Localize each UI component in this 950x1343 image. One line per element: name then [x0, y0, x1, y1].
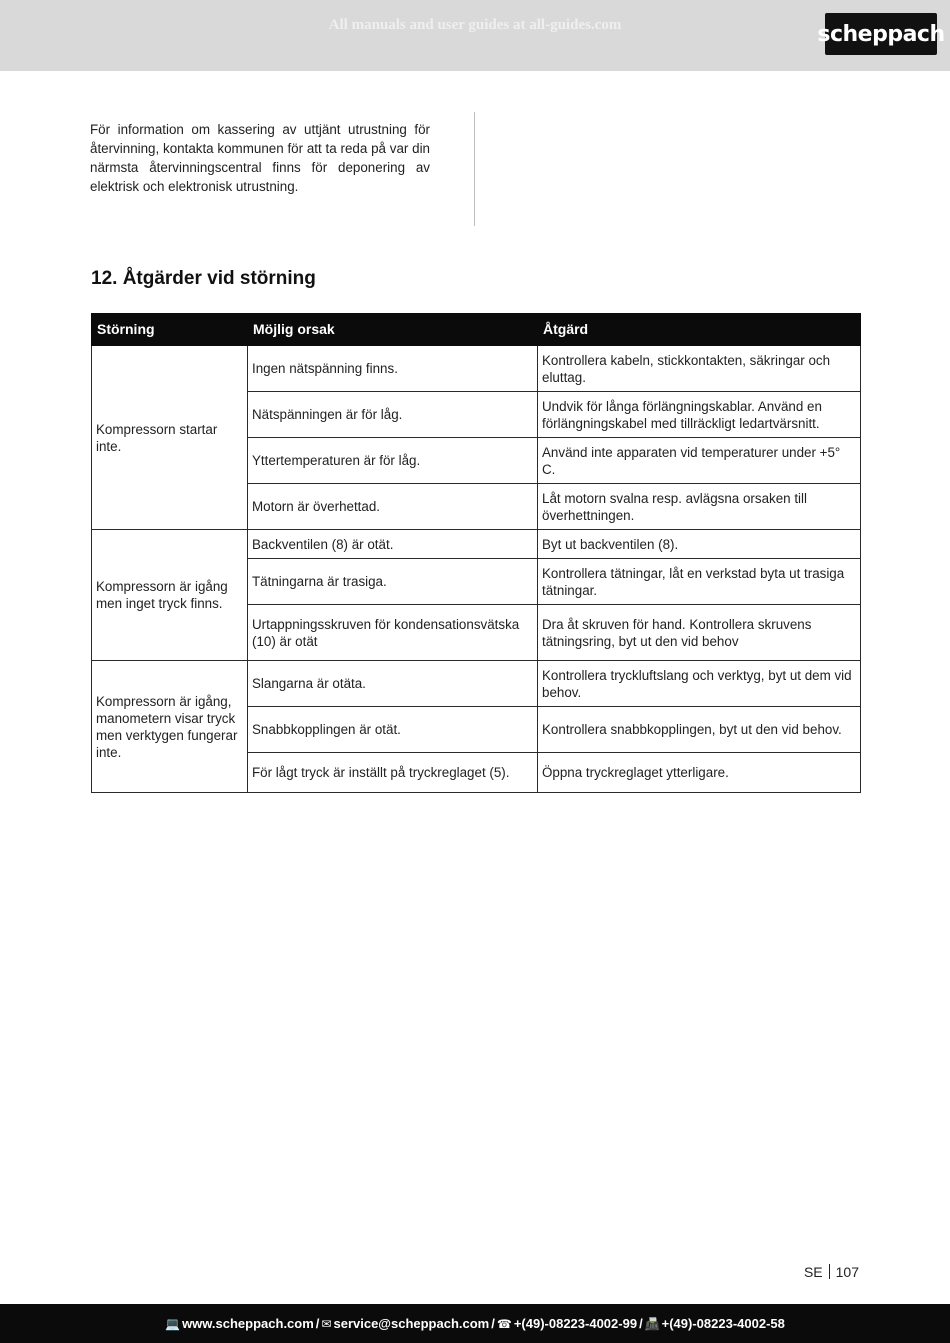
cause-cell: Snabbkopplingen är otät. [248, 707, 538, 753]
section-title: 12. Åtgärder vid störning [91, 268, 316, 289]
phone-number: +(49)-08223-4002-99 [513, 1316, 638, 1331]
action-cell: Kontrollera tätningar, låt en verkstad byta ut trasiga tätningar. [538, 559, 861, 605]
computer-icon: 💻 [165, 1316, 181, 1331]
header-cause: Möjlig orsak [248, 314, 538, 346]
page-number [804, 1264, 859, 1280]
action-cell: Kontrollera tryckluftslang och verktyg, byt ut dem vid behov. [538, 661, 861, 707]
page-header [0, 0, 950, 71]
website-link[interactable]: www.scheppach.com [182, 1316, 314, 1331]
disposal-info-text: För information om kassering av uttjänt utrustning för återvinning, kontakta kommunen för att ta reda på var din närmsta återvinningscentral finns för deponering av elektrisk och elektronisk utrustning. [90, 122, 430, 194]
table-row [92, 530, 861, 559]
header-action: Åtgärd [538, 314, 861, 346]
table-row [92, 346, 861, 392]
page-separator [829, 1264, 830, 1279]
problem-cell: Kompressorn är igång, manometern visar tryck men verktygen fungerar inte. [92, 661, 248, 793]
scheppach-logo: scheppach [825, 13, 937, 55]
table-header-row [92, 314, 861, 346]
email-link[interactable]: service@scheppach.com [333, 1316, 490, 1331]
page-number-value: 107 [835, 1264, 859, 1280]
cause-cell: Urtappningsskruven för kondensationsvätska (10) är otät [248, 605, 538, 661]
header-problem: Störning [92, 314, 248, 346]
action-cell: Kontrollera snabbkopplingen, byt ut den vid behov. [538, 707, 861, 753]
cause-cell: Slangarna är otäta. [248, 661, 538, 707]
contact-footer [0, 1304, 950, 1343]
fax-number: +(49)-08223-4002-58 [661, 1316, 785, 1331]
footer-separator: / [315, 1316, 320, 1331]
cause-cell: Backventilen (8) är otät. [248, 530, 538, 559]
action-cell: Kontrollera kabeln, stickkontakten, säkringar och eluttag. [538, 346, 861, 392]
phone-icon: ☎ [496, 1316, 512, 1331]
language-code: SE [803, 1264, 823, 1280]
fax-icon: 📠 [644, 1316, 660, 1331]
footer-separator: / [491, 1316, 495, 1331]
column-divider [474, 112, 475, 226]
problem-cell: Kompressorn är igång men inget tryck finns. [92, 530, 248, 661]
cause-cell: Tätningarna är trasiga. [248, 559, 538, 605]
cause-cell: Ingen nätspänning finns. [248, 346, 538, 392]
cause-cell: För lågt tryck är inställt på tryckreglaget (5). [248, 753, 538, 793]
action-cell: Byt ut backventilen (8). [538, 530, 861, 559]
cause-cell: Motorn är överhettad. [248, 484, 538, 530]
problem-cell: Kompressorn startar inte. [92, 346, 248, 530]
footer-separator: / [639, 1316, 643, 1331]
action-cell: Undvik för långa förlängningskablar. Använd en förlängningskabel med tillräckligt ledartvärsnitt. [538, 392, 861, 438]
watermark: All manuals and user guides at all-guides.com [328, 17, 622, 33]
cause-cell: Nätspänningen är för låg. [248, 392, 538, 438]
action-cell: Låt motorn svalna resp. avlägsna orsaken till överhettningen. [538, 484, 861, 530]
mail-icon: ✉ [321, 1316, 332, 1331]
cause-cell: Yttertemperaturen är för låg. [248, 438, 538, 484]
action-cell: Öppna tryckreglaget ytterligare. [538, 753, 861, 793]
table-row [92, 661, 861, 707]
troubleshooting-table [91, 313, 861, 793]
action-cell: Dra åt skruven för hand. Kontrollera skruvens tätningsring, byt ut den vid behov [538, 605, 861, 661]
action-cell: Använd inte apparaten vid temperaturer under +5° C. [538, 438, 861, 484]
